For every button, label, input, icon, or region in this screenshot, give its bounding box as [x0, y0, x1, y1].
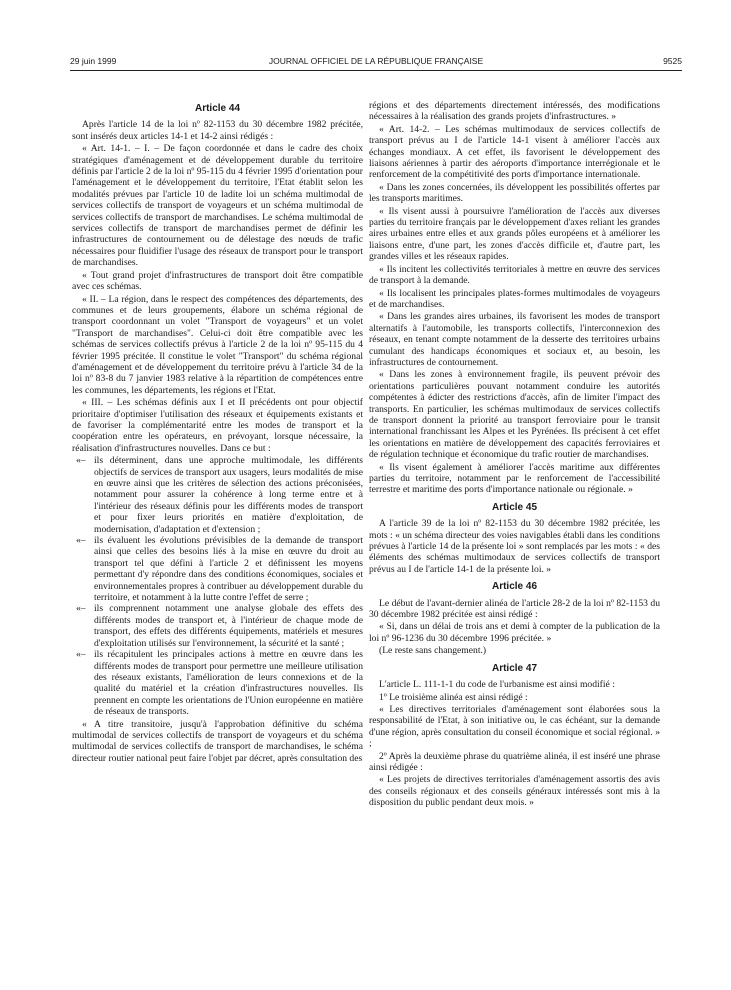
paragraph: « Dans les grandes aires urbaines, ils favorisent les modes de transport alternatifs à l'automobile, les transports collectifs, l'interconnexion des réseaux, en tenant compte notamment de la desserte des territoires urbains cumulant des handicaps économiques et sociaux et, au besoin, les infrastructures de contournement.: [369, 311, 660, 368]
paragraph: « Les directives territoriales d'aménagement sont élaborées sous la responsabilité de l'Etat, à son initiative ou, le cas échéant, sur la demande d'une région, après consultation du conseil économique et social régional. » ;: [369, 703, 660, 750]
paragraph: (Le reste sans changement.): [379, 645, 487, 657]
article-45-title: Article 45: [491, 501, 538, 513]
paragraph: « Art. 14-2. – Les schémas multimodaux de services collectifs de transport prévus au I de l'article 14-1 visent à améliorer l'accès aux échanges mondiaux. A cet effet, ils favorisent le développement des liaisons aériennes à partir des aéroports d'importance interrégionale et le renforcement de la compétitivité des ports d'importance internationale.: [369, 123, 660, 181]
paragraph: « Art. 14-1. – I. – De façon coordonnée et dans le cadre des choix stratégiques d'aménagement et de développement durable du territoire définis par l'article 2 de la loi nº 95-115 du 4 février 1995 d'orientation pour l'aménagement et le développement du territoire, l'Etat établit selon les modalités prévues par l'article 10 de ladite loi un schéma multimodal de services collectifs de transport de voyageurs et un schéma multimodal de services collectifs de transport de marchandises. Le schéma multimodal de services collectifs de transport de marchandises permet de définir les infrastructures de contournement ou de délestage des nœuds de trafic nécessaires pour fluidifier l'usage des réseaux de transport pour le transport de marchandises.: [72, 143, 363, 269]
paragraph: A l'article 39 de la loi nº 82-1153 du 30 décembre 1982 précitée, les mots : « un schéma directeur des voies navigables établi dans les conditions prévues à l'article 14 de la présente loi » sont remplacés par les mots : « des éléments des schémas multimodaux de services collectifs de transport prévus au I de l'article 14-1 de la présente loi. »: [369, 518, 660, 575]
paragraph: « II. – La région, dans le respect des compétences des départements, des communes et de leurs groupements, élabore un schéma régional de transport coordonnant un volet "Transport de voyageurs" et un volet "Transport de marchandises". Celui-ci doit être compatible avec les schémas de services collectifs prévus à l'article 2 de la loi nº 95-115 du 4 février 1995 précitée. Il constitue le volet "Transport" du schéma régional d'aménagement et de développement du territoire prévu à l'article 34 de la loi nº 83-8 du 7 janvier 1983 relative à la répartition de compétences entre les communes, les départements, les régions et l'Etat.: [72, 293, 363, 396]
header-journal-title: JOURNAL OFFICIEL DE LA RÉPUBLIQUE FRANÇAISE: [268, 56, 484, 66]
header-date: 29 juin 1999: [70, 56, 117, 66]
paragraph: L'article L. 111-1-1 du code de l'urbanisme est ainsi modifié :: [379, 679, 615, 691]
paragraph: « Ils visent aussi à poursuivre l'amélioration de l'accès aux diverses parties du territoire français par le développement d'axes reliant les grandes aires urbaines entre elles et aux grands pôles européens et à améliorer les liaisons entre, d'une part, les zones d'accès difficile et, d'autre part, les grandes villes et les réseaux rapides.: [369, 205, 660, 263]
article-47-title: Article 47: [491, 662, 538, 674]
paragraph: régions et des départements directement intéressés, des modifications nécessaires à la réalisation des grands projets d'infrastructures. »: [369, 100, 660, 123]
list-item: «– ils comprennent notamment une analyse globale des effets des différents modes de transport et, à l'intérieur de chaque mode de transport, des effets des différents équipements, matériels et mesures d'exploitation utilisés sur l'environnement, la sécurité et la santé ;: [72, 603, 363, 649]
paragraph: 2º Après la deuxième phrase du quatrième alinéa, il est inséré une phrase ainsi rédigée :: [369, 750, 660, 773]
article-46-title: Article 46: [491, 581, 538, 593]
right-column: [369, 100, 660, 810]
paragraph: 1º Le troisième alinéa est ainsi rédigé :: [379, 691, 528, 703]
paragraph: « A titre transitoire, jusqu'à l'approbation définitive du schéma multimodal de services collectifs de transport de voyageurs et du schéma multimodal de services collectifs de transport de marchandises, le schéma directeur routier national peut faire l'objet par décret, après consultation des: [72, 718, 363, 764]
paragraph: « Ils incitent les collectivités territoriales à mettre en œuvre des services de transport à la demande.: [369, 263, 660, 287]
paragraph: « Les projets de directives territoriales d'aménagement assortis des avis des conseils régionaux et des conseils généraux intéressés sont mis à la disposition du public pendant deux mois. »: [369, 774, 660, 809]
paragraph: Le début de l'avant-dernier alinéa de l'article 28-2 de la loi nº 82-1153 du 30 décembre 1982 précitée est ainsi rédigé :: [369, 597, 660, 621]
header-page-number: 9525: [663, 56, 682, 66]
paragraph: « Ils localisent les principales plates-formes multimodales de voyageurs et de marchandises.: [369, 287, 660, 310]
list-item: «– ils évaluent les évolutions prévisibles de la demande de transport ainsi que celles des besoins liés à la mise en œuvre du droit au transport tel que défini à l'article 2 et définissent les moyens permettant d'y répondre dans des conditions économiques, sociales et environnementales propres à contribuer au développement durable du territoire, et notamment à la lutte contre l'effet de serre ;: [72, 535, 363, 603]
paragraph: « Dans les zones concernées, ils développent les possibilités offertes par les transports maritimes.: [369, 181, 660, 205]
paragraph: « Tout grand projet d'infrastructures de transport doit être compatible avec ces schémas.: [72, 269, 363, 293]
left-column: [72, 103, 363, 765]
article-44-title: Article 44: [194, 103, 241, 114]
paragraph: « Ils visent également à améliorer l'accès maritime aux différentes parties du territoire, notamment par le renforcement de l'accessibilité terrestre et maritime des ports d'importance nationale ou régionale. »: [369, 461, 660, 496]
page-header: [70, 56, 682, 70]
bullet-list: [72, 455, 363, 717]
paragraph: « Si, dans un délai de trois ans et demi à compter de la publication de la loi nº 96-1236 du 30 décembre 1996 précitée. »: [369, 621, 660, 644]
paragraph: « III. – Les schémas définis aux I et II précédents ont pour objectif prioritaire d'optimiser l'utilisation des réseaux et équipements existants et de favoriser la complémentarité entre les modes de transport et la coopération entre les opérateurs, en prévoyant, lorsque nécessaire, la réalisation d'infrastructures nouvelles. Dans ce but :: [72, 397, 363, 454]
list-item: «– ils déterminent, dans une approche multimodale, les différents objectifs de services de transport aux usagers, leurs modalités de mise en œuvre ainsi que les critères de sélection des actions préconisées, notamment pour assurer la cohérence à long terme entre et à l'intérieur des réseaux définis pour les différents modes de transport et pour fixer leurs priorités en matière d'exploitation, de modernisation, d'adaptation et d'extension ;: [72, 455, 363, 535]
paragraph: Après l'article 14 de la loi nº 82-1153 du 30 décembre 1982 précitée, sont insérés deux articles 14-1 et 14-2 ainsi rédigés :: [72, 119, 363, 142]
paragraph: « Dans les zones à environnement fragile, ils peuvent prévoir des orientations particulières pouvant notamment conduire les autorités compétentes à édicter des restrictions d'accès, afin de limiter l'impact des transports. En particulier, les schémas multimodaux de services collectifs de transport donnent la priorité au transport ferroviaire pour le transit international franchissant les Alpes et les Pyrénées. Ils précisent à cet effet les orientations en matière de développement des capacités ferroviaires et de régulation technique et économique du trafic routier de marchandises.: [369, 369, 660, 461]
header-rule: [70, 70, 682, 71]
list-item: «– ils récapitulent les principales actions à mettre en œuvre dans les différents modes de transport pour permettre une meilleure utilisation des réseaux existants, l'amélioration de leurs connexions et de la qualité du matériel et la création d'infrastructures nouvelles. Ils prennent en compte les orientations de l'Union européenne en matière de réseaux de transports.: [72, 649, 363, 717]
